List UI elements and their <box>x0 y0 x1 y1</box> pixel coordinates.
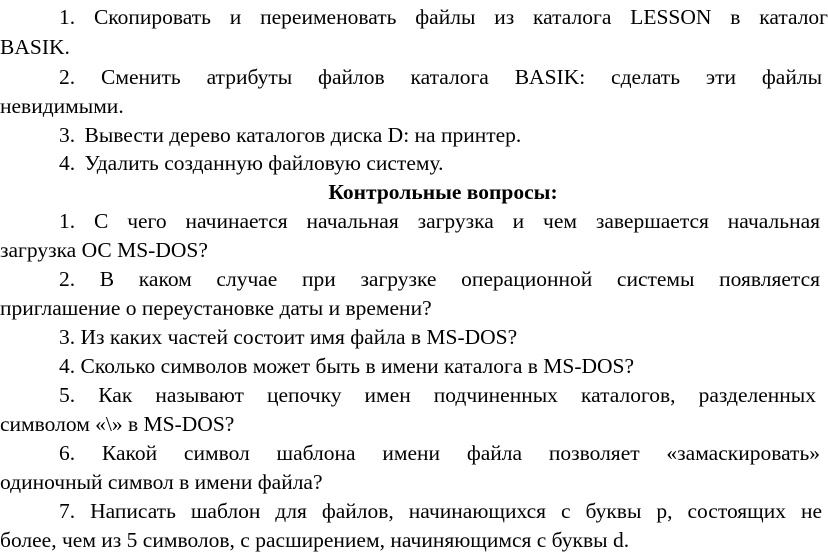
task-2-text: Сменить атрибуты файлов каталога BASIK: сделать эти файлы <box>101 65 823 89</box>
question-3-text: Из каких частей состоит имя файла в MS-DOS? <box>80 325 518 349</box>
task-4-number: 4. <box>59 151 76 175</box>
question-7-text: Написать шаблон для файлов, начинающихся с буквы р, состоящих не <box>90 499 822 523</box>
task-3-text: Вывести дерево каталогов диска D: на принтер. <box>84 123 522 147</box>
task-2-line-1 <box>59 62 822 93</box>
question-2-number: 2. <box>59 267 76 291</box>
task-3-line-1 <box>59 120 816 151</box>
question-5-text: Как называют цепочку имен подчиненных каталогов, разделенных <box>98 383 816 407</box>
task-1-line-1 <box>59 2 828 33</box>
question-6-number: 6. <box>59 441 76 465</box>
task-1-line-2: BASIK. <box>0 35 70 59</box>
section-title: Контрольные вопросы: <box>328 180 558 204</box>
question-1-number: 1. <box>59 209 76 233</box>
question-4-number: 4. <box>59 354 76 378</box>
question-6-text: Какой символ шаблона имени файла позволяет «замаскировать» <box>101 441 821 465</box>
question-4-text: Сколько символов может быть в имени каталога в MS-DOS? <box>80 354 635 378</box>
question-5-line-2: символом «\» в MS-DOS? <box>0 412 235 436</box>
task-2-number: 2. <box>59 65 76 89</box>
question-3-number: 3. <box>59 325 76 349</box>
question-7-number: 7. <box>59 499 76 523</box>
question-3-line-1 <box>59 322 816 353</box>
question-2-text: В каком случае при загрузке операционной системы появляется <box>99 267 821 291</box>
question-7-line-1 <box>59 496 822 527</box>
task-1-number: 1. <box>59 5 76 29</box>
task-3-number: 3. <box>59 123 76 147</box>
task-2-line-2: невидимыми. <box>0 94 124 118</box>
question-6-line-2: одиночный символ в имени файла? <box>0 470 323 494</box>
task-4-text: Удалить созданную файловую систему. <box>84 151 444 175</box>
question-2-line-2: приглашение о переустановке даты и времени? <box>0 296 432 320</box>
task-1-text: Скопировать и переименовать файлы из каталога LESSON в каталог <box>93 5 828 29</box>
task-4-line-1 <box>59 148 816 179</box>
question-7-line-2: более, чем из 5 символов, с расширением, начиняющимся с буквы d. <box>0 528 630 552</box>
question-5-line-1 <box>59 380 816 411</box>
question-1-line-2: загрузка ОС MS-DOS? <box>0 238 208 262</box>
question-4-line-1 <box>59 351 816 382</box>
question-5-number: 5. <box>59 383 76 407</box>
question-1-line-1 <box>59 206 820 237</box>
question-2-line-1 <box>59 264 820 295</box>
question-6-line-1 <box>59 438 820 469</box>
question-1-text: С чего начинается начальная загрузка и чем завершается начальная <box>94 209 821 233</box>
